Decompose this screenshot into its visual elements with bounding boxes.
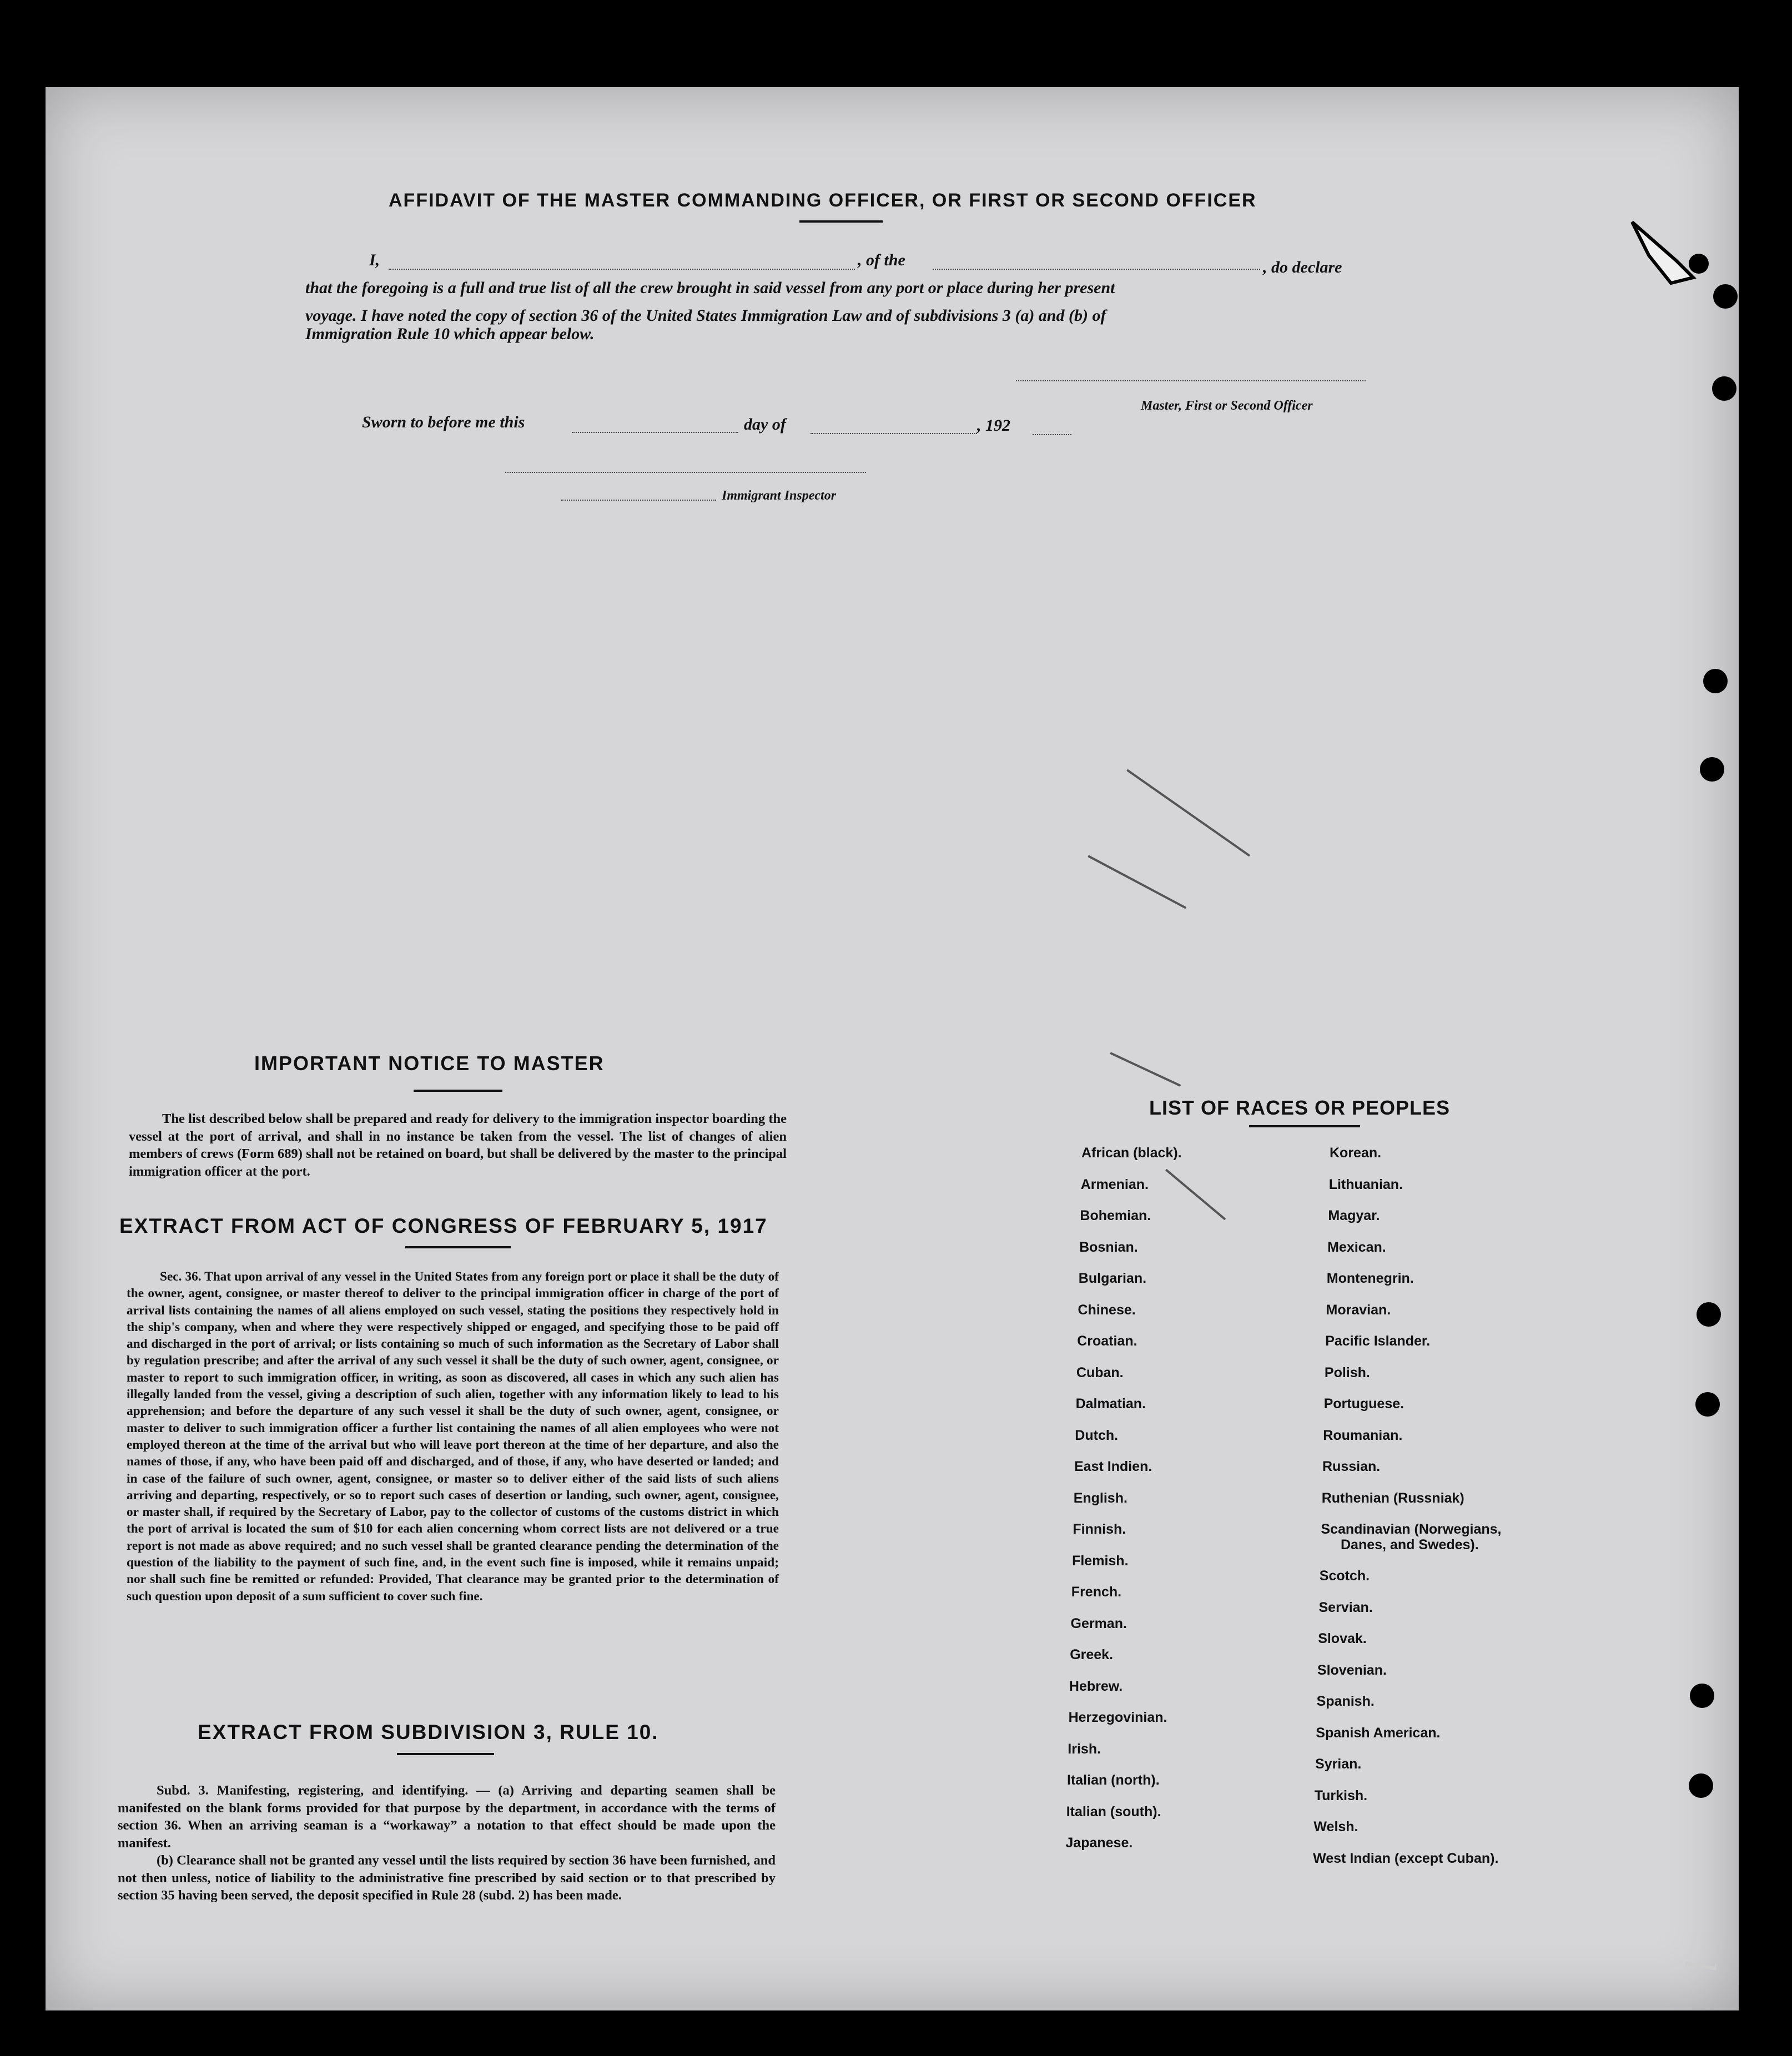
race-item: Finnish. [1073,1521,1126,1537]
race-item: West Indian (except Cuban). [1313,1850,1499,1866]
race-item: Turkish. [1314,1787,1368,1803]
race-item: Servian. [1318,1599,1373,1615]
master-signature-field[interactable] [1016,380,1366,381]
title-rule [799,220,883,223]
race-item: African (black). [1081,1145,1182,1161]
sworn-day-field[interactable] [572,432,738,433]
race-item: East Indien. [1074,1459,1152,1474]
race-item: English. [1073,1490,1127,1506]
race-item: Lithuanian. [1328,1176,1403,1192]
affidavit-of-the-label: , of the [858,251,905,269]
master-label: Master, First or Second Officer [1141,399,1313,413]
race-item: Bosnian. [1079,1239,1138,1255]
race-item: Japanese. [1065,1835,1133,1851]
race-item: French. [1071,1584,1122,1600]
affidavit-body-1: that the foregoing is a full and true list of all the crew brought in said vessel from any port or place during her present [305,279,1115,297]
punch-hole [1690,1684,1714,1708]
race-item: Polish. [1324,1364,1370,1380]
race-item: Armenian. [1080,1176,1149,1192]
race-item: Korean. [1330,1145,1382,1161]
race-item: Slovak. [1318,1631,1367,1646]
race-item: Bohemian. [1080,1208,1151,1223]
race-item: Herzegovinian. [1068,1710,1167,1725]
race-item: Dalmatian. [1075,1396,1146,1412]
sworn-month-field[interactable] [811,433,977,434]
rule-text-b: (b) Clearance shall not be granted any vessel until the lists required by section 36 have been furnished, and not then unless, notice of liability to the administrative fine prescribed by said section or to that prescribed by section 35 having been served, the deposit specified in Rule 28 (subd. 2) has been made. [118,1853,776,1903]
race-item: Croatian. [1077,1333,1137,1349]
affidavit-declare-label: , do declare [1263,258,1342,276]
race-item: Spanish American. [1316,1725,1441,1741]
race-item: Moravian. [1326,1302,1391,1318]
race-item: Hebrew. [1069,1678,1123,1694]
race-item: Mexican. [1327,1239,1386,1255]
punch-hole [1689,1773,1713,1798]
punch-hole [1700,757,1724,782]
rule-rule [397,1753,494,1755]
name-field[interactable] [389,269,855,270]
inspector-signature-field[interactable] [505,472,866,473]
race-item: Roumanian. [1323,1427,1403,1443]
rule-text-a: Subd. 3. Manifesting, registering, and identifying. — (a) Arriving and departing seamen shall be manifested on the blank forms provided for that purpose by the department, in accordance with the terms of section 36. When an arriving seaman is a “workaway” a notation to that effect should be made upon the manifest. [118,1783,776,1851]
affidavit-title: AFFIDAVIT OF THE MASTER COMMANDING OFFICER, OR FIRST OR SECOND OFFICER [389,190,1257,211]
act-rule [405,1246,511,1248]
race-item: Ruthenian (Russniak) [1321,1490,1464,1506]
year-label: , 192 [977,416,1010,435]
day-of-label: day of [744,415,786,434]
margin-handwritten-mark: l [1675,1959,1724,1972]
race-item: Irish. [1068,1741,1101,1757]
race-item: Dutch. [1075,1427,1119,1443]
affidavit-i-label: I, [369,251,380,269]
punch-hole [1703,669,1728,693]
rule-title: EXTRACT FROM SUBDIVISION 3, RULE 10. [198,1721,659,1743]
affidavit-body-2: voyage. I have noted the copy of section 36 of the United States Immigration Law and of subdivisions 3 (a) and (b) of [305,306,1106,325]
torn-corner-mark [1627,200,1726,300]
races-title: LIST OF RACES OR PEOPLES [1149,1096,1451,1119]
inspector-line-short [561,500,716,501]
affidavit-body-3: Immigration Rule 10 which appear below. [305,325,595,343]
punch-hole [1712,376,1736,401]
race-item: German. [1070,1615,1127,1631]
notice-title: IMPORTANT NOTICE TO MASTER [254,1052,605,1075]
race-item: Portuguese. [1323,1396,1405,1412]
race-item: Italian (north). [1067,1772,1160,1788]
race-item: Danes, and Swedes). [1341,1537,1479,1553]
inspector-label: Immigrant Inspector [722,488,837,503]
race-item: Syrian. [1315,1756,1362,1772]
act-title: EXTRACT FROM ACT OF CONGRESS OF FEBRUARY 5, 1917 [119,1215,768,1237]
punch-hole [1697,1302,1721,1327]
race-item: Greek. [1070,1647,1114,1662]
sworn-label: Sworn to before me this [362,413,525,431]
vessel-field[interactable] [933,269,1260,270]
act-text: Sec. 36. That upon arrival of any vessel in the United States from any foreign port or place it shall be the duty of the owner, agent, consignee, or master thereof to deliver to the principal immigration officer in charge of the port of arrival lists containing the names of all aliens employed on such vessel, stating the positions they respectively hold in the ship's company, when and where they were respectively shipped or engaged, and specifying those to be paid off and discharged in the port of arrival; or lists containing so much of such information as the Secretary of Labor shall by regulation prescribe; and after the arrival of any such vessel it shall be the duty of such owner, agent, consignee, or master to report to such immigration officer, in writing, as soon as discovered, all cases in which any such alien has illegally landed from the vessel, giving a description of such alien, together with any information likely to lead to his apprehension; and before the departure of any such vessel it shall be the duty of such owner, agent, consignee, or master to deliver to such immigration officer a further list containing the names of all alien employees who were not employed thereon at the time of the arrival but who will leave port thereon at the time of her departure, and also the names of those, if any, who have been paid off and discharged, and of those, if any, who have deserted or landed; and in case of the failure of such owner, agent, consignee, or master so to deliver either of the said lists of such aliens arriving and departing, respectively, or so to report such cases of desertion or landing, such owner, agent, consignee, or master shall, if required by the Secretary of Labor, pay to the collector of customs of the customs district in which the port of arrival is located the sum of $10 for each alien concerning whom correct lists are not delivered or a true report is not made as above required; and no such vessel shall be granted clearance pending the determination of the question of the liability to the payment of such fine, and, in the event such fine is imposed, while it remains unpaid; nor shall such fine be remitted or refunded: Provided, That clearance may be granted prior to the determination of such question upon deposit of a sum sufficient to cover such fine. [127,1269,779,1604]
race-item: Slovenian. [1317,1662,1387,1678]
race-item: Scotch. [1319,1568,1370,1584]
race-item: Italian (south). [1066,1803,1161,1820]
race-item: Magyar. [1328,1208,1380,1223]
sworn-year-field[interactable] [1033,434,1071,435]
race-item: Bulgarian. [1078,1271,1147,1286]
race-item: Chinese. [1078,1302,1136,1318]
punch-hole [1695,1392,1720,1417]
notice-rule [414,1090,502,1092]
race-item: Cuban. [1076,1364,1124,1380]
race-item: Welsh. [1313,1819,1358,1835]
races-rule [1249,1125,1360,1127]
race-item: Spanish. [1316,1694,1375,1709]
race-item: Scandinavian (Norwegians, [1321,1521,1502,1537]
notice-text: The list described below shall be prepared and ready for delivery to the immigration inspector boarding the vessel at the port of arrival, and shall in no instance be taken from the vessel. The list of changes of alien members of crews (Form 689) shall not be retained on board, but shall be delivered by the master to the principal immigration officer at the port. [129,1111,787,1179]
race-item: Russian. [1322,1459,1381,1474]
race-item: Montenegrin. [1326,1271,1414,1286]
race-item: Flemish. [1072,1553,1129,1569]
race-item: Pacific Islander. [1325,1333,1431,1349]
